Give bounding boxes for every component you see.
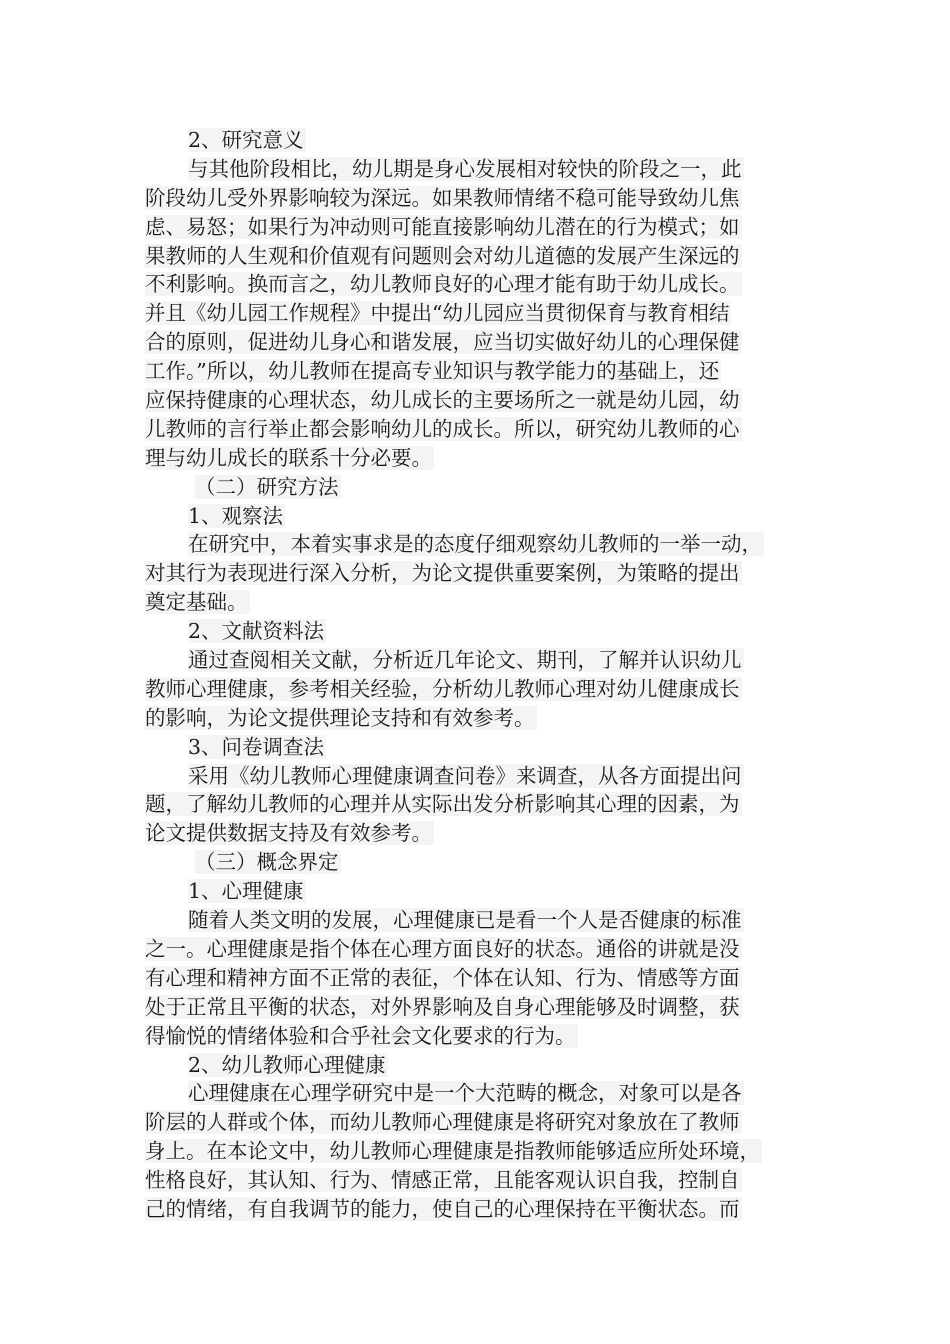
line-text: 合的原则，促进幼儿身心和谐发展，应当切实做好幼儿的心理保健 — [145, 330, 740, 355]
text-line — [145, 588, 817, 617]
text-line — [145, 964, 817, 993]
line-text: 2、文献资料法 — [188, 619, 325, 644]
line-text: 与其他阶段相比，幼儿期是身心发展相对较快的阶段之一，此 — [188, 156, 742, 181]
text-line — [145, 733, 817, 762]
line-text: 3、问卷调查法 — [188, 734, 325, 759]
line-text: 果教师的人生观和价值观有问题则会对幼儿道德的发展产生深远的 — [145, 243, 740, 268]
text-line — [145, 299, 817, 328]
text-line — [145, 1166, 817, 1195]
text-line — [145, 993, 817, 1022]
text-line — [145, 184, 817, 213]
text-line — [145, 530, 817, 559]
line-text: 2、研究意义 — [188, 128, 304, 152]
text-line — [145, 675, 817, 704]
text-line — [145, 155, 817, 184]
text-line — [145, 1137, 817, 1166]
text-line — [145, 328, 817, 357]
text-line — [145, 935, 817, 964]
text-line — [145, 762, 817, 791]
text-line — [145, 559, 817, 588]
line-text: 2、幼儿教师心理健康 — [188, 1052, 386, 1077]
line-text: 己的情绪，有自我调节的能力，使自己的心理保持在平衡状态。而 — [145, 1196, 740, 1221]
line-text: 不利影响。换而言之，幼儿教师良好的心理才能有助于幼儿成长。 — [145, 272, 740, 297]
line-text: 通过查阅相关文献，分析近几年论文、期刊，了解并认识幼儿 — [188, 648, 742, 673]
text-line — [145, 790, 817, 819]
line-text: 身上。在本论文中，幼儿教师心理健康是指教师能够适应所处环境， — [145, 1139, 760, 1164]
line-text: 性格良好，其认知、行为、情感正常，且能客观认识自我，控制自 — [145, 1168, 740, 1193]
text-line — [145, 646, 817, 675]
line-text: 的影响，为论文提供理论支持和有效参考。 — [145, 705, 535, 730]
line-text: 阶层的人群或个体，而幼儿教师心理健康是将研究对象放在了教师 — [145, 1110, 740, 1135]
line-text: 并且《幼儿园工作规程》中提出“幼儿园应当贯彻保育与教育相结 — [145, 301, 730, 326]
text-line — [145, 473, 817, 502]
line-text: 理与幼儿成长的联系十分必要。 — [145, 445, 432, 470]
text-line — [145, 1051, 817, 1080]
text-line — [145, 906, 817, 935]
line-text: 奠定基础。 — [145, 590, 248, 615]
text-line — [145, 386, 817, 415]
text-line — [145, 1079, 817, 1108]
line-text: 论文提供数据支持及有效参考。 — [145, 821, 432, 846]
text-line — [145, 819, 817, 848]
text-line — [145, 415, 817, 444]
text-line — [145, 704, 817, 733]
text-line — [145, 1108, 817, 1137]
text-line — [145, 444, 817, 473]
text-line — [145, 617, 817, 646]
line-text: 有心理和精神方面不正常的表征，个体在认知、行为、情感等方面 — [145, 965, 740, 990]
text-line — [145, 877, 817, 906]
document-body — [145, 126, 817, 1224]
line-text: 处于正常且平衡的状态，对外界影响及自身心理能够及时调整，获 — [145, 994, 740, 1019]
text-line — [145, 1022, 817, 1051]
line-text: 心理健康在心理学研究中是一个大范畴的概念，对象可以是各 — [188, 1081, 742, 1106]
line-text: 教师心理健康，参考相关经验，分析幼儿教师心理对幼儿健康成长 — [145, 676, 740, 701]
line-text: 得愉悦的情绪体验和合乎社会文化要求的行为。 — [145, 1023, 576, 1048]
line-text: （三）概念界定 — [195, 850, 339, 875]
line-text: （二）研究方法 — [195, 474, 339, 499]
text-line — [145, 1195, 817, 1224]
text-line — [145, 213, 817, 242]
line-text: 虑、易怒；如果行为冲动则可能直接影响幼儿潜在的行为模式；如 — [145, 214, 740, 239]
line-text: 儿教师的言行举止都会影响幼儿的成长。所以，研究幼儿教师的心 — [145, 416, 740, 441]
line-text: 1、观察法 — [188, 503, 284, 528]
line-text: 采用《幼儿教师心理健康调查问卷》来调查，从各方面提出问 — [188, 763, 742, 788]
text-line — [145, 848, 817, 877]
line-text: 对其行为表现进行深入分析，为论文提供重要案例，为策略的提出 — [145, 561, 740, 586]
line-text: 之一。心理健康是指个体在心理方面良好的状态。通俗的讲就是没 — [145, 936, 740, 961]
line-text: 随着人类文明的发展，心理健康已是看一个人是否健康的标准 — [188, 908, 742, 933]
text-line — [145, 270, 817, 299]
line-text: 应保持健康的心理状态，幼儿成长的主要场所之一就是幼儿园，幼 — [145, 388, 740, 413]
text-line — [145, 242, 817, 271]
line-text: 阶段幼儿受外界影响较为深远。如果教师情绪不稳可能导致幼儿焦 — [145, 185, 740, 210]
text-line — [145, 357, 817, 386]
line-text: 1、心理健康 — [188, 879, 304, 904]
text-line — [145, 502, 817, 531]
line-text: 工作。”所以，幼儿教师在提高专业知识与教学能力的基础上，还 — [145, 359, 720, 384]
line-text: 在研究中，本着实事求是的态度仔细观察幼儿教师的一举一动， — [188, 532, 762, 557]
text-line — [145, 126, 817, 155]
line-text: 题，了解幼儿教师的心理并从实际出发分析影响其心理的因素，为 — [145, 792, 740, 817]
